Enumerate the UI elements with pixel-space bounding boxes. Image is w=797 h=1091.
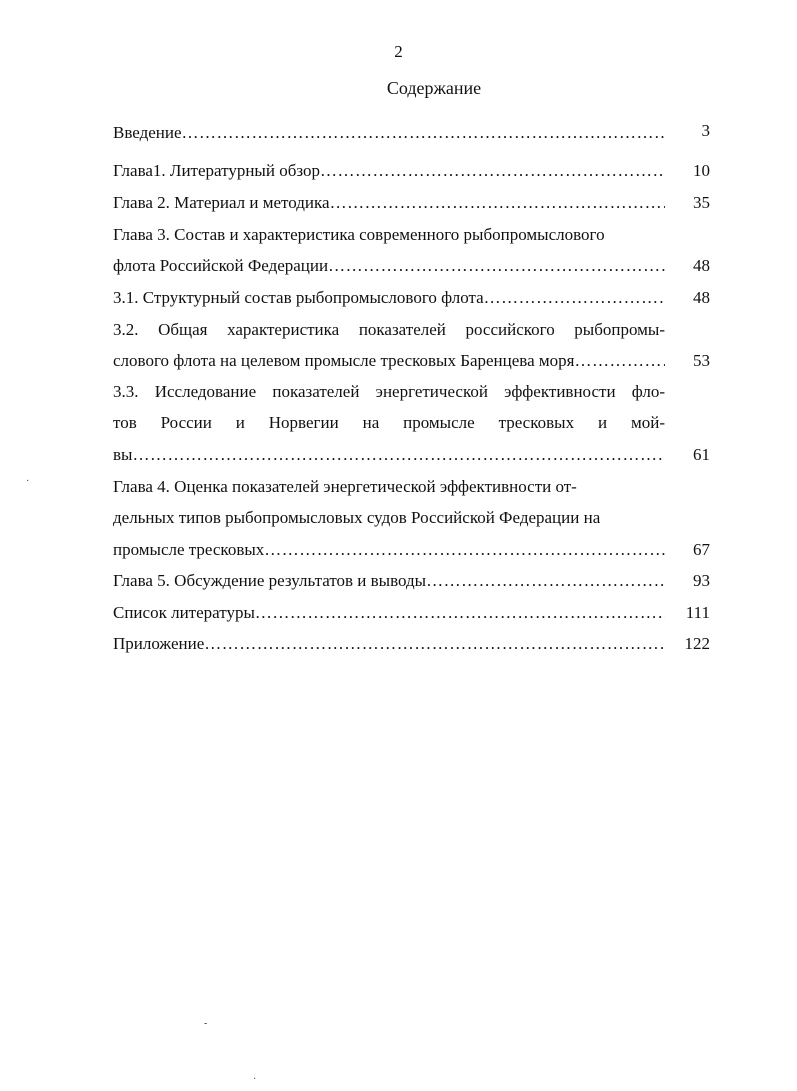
toc-entry-chapter-4 xyxy=(113,540,665,560)
toc-leader-dots xyxy=(328,256,665,276)
toc-entry-label: Введение xyxy=(113,123,182,142)
toc-leader-dots xyxy=(132,445,665,465)
toc-entry-label: 3.1. Структурный состав рыбопромыслового флота xyxy=(113,288,484,307)
toc-entry-label: флота Российской Федерации xyxy=(113,256,329,275)
toc-entry-chapter-4-line-2: дельных типов рыбопромысловых судов Российской Федерации на xyxy=(113,508,601,527)
scan-speck: · xyxy=(253,1074,257,1085)
toc-entry-section-3-3-line-1: 3.3. Исследование показателей энергетической эффективности фло- xyxy=(113,382,665,401)
toc-page-number: 67 xyxy=(693,540,710,559)
toc-entry-section-3-2 xyxy=(113,351,665,371)
toc-entry-section-3-2-line-1: 3.2. Общая характеристика показателей российского рыбопромы- xyxy=(113,320,665,339)
toc-leader-dots xyxy=(182,123,665,143)
toc-entry-appendix xyxy=(113,634,665,654)
toc-leader-dots xyxy=(426,571,665,591)
toc-leader-dots xyxy=(330,193,665,213)
toc-leader-dots xyxy=(574,351,665,371)
toc-entry-section-3-3-line-2: тов России и Норвегии на промысле тресковых и мой- xyxy=(113,413,665,432)
toc-entry-chapter-4-line-1: Глава 4. Оценка показателей энергетической эффективности от- xyxy=(113,477,577,496)
toc-entry-section-3-1 xyxy=(113,288,665,308)
toc-leader-dots xyxy=(484,288,665,308)
toc-title: Содержание xyxy=(386,78,482,98)
toc-entry-label: Приложение xyxy=(113,634,205,653)
toc-entry-label: Глава1. Литературный обзор xyxy=(113,161,320,180)
toc-entry-references xyxy=(113,603,665,623)
toc-page-number: 111 xyxy=(685,603,710,622)
toc-entry-label: слового флота на целевом промысле тресковых Баренцева моря xyxy=(113,351,575,370)
toc-page-number: 122 xyxy=(684,634,710,653)
toc-leader-dots xyxy=(204,634,665,654)
toc-page-number: 10 xyxy=(693,161,710,180)
toc-page-number: 53 xyxy=(693,351,710,370)
toc-entry-chapter-1 xyxy=(113,161,665,181)
toc-entry-introduction xyxy=(113,123,665,143)
scan-speck: · xyxy=(26,476,30,487)
toc-page-number: 48 xyxy=(693,256,710,275)
toc-entry-chapter-3 xyxy=(113,256,665,276)
toc-leader-dots xyxy=(320,161,665,181)
toc-entry-label: вы xyxy=(113,445,133,464)
toc-entry-chapter-2 xyxy=(113,193,665,213)
scan-speck: - xyxy=(204,1018,208,1029)
toc-entry-chapter-3-line-1: Глава 3. Состав и характеристика современного рыбопромыслового xyxy=(113,225,605,244)
toc-entry-label: Глава 2. Материал и методика xyxy=(113,193,330,212)
toc-entry-label: Глава 5. Обсуждение результатов и выводы xyxy=(113,571,427,590)
toc-page-number: 3 xyxy=(701,121,710,140)
toc-leader-dots xyxy=(264,540,665,560)
toc-entry-label: промысле тресковых xyxy=(113,540,265,559)
toc-page-number: 61 xyxy=(693,445,710,464)
toc-entry-chapter-5 xyxy=(113,571,665,591)
page-number: 2 xyxy=(394,42,403,61)
toc-leader-dots xyxy=(255,603,665,623)
toc-page-number: 35 xyxy=(693,193,710,212)
toc-entry-section-3-3 xyxy=(113,445,665,465)
toc-page-number: 93 xyxy=(693,571,710,590)
toc-entry-label: Список литературы xyxy=(113,603,255,622)
toc-page-number: 48 xyxy=(693,288,710,307)
